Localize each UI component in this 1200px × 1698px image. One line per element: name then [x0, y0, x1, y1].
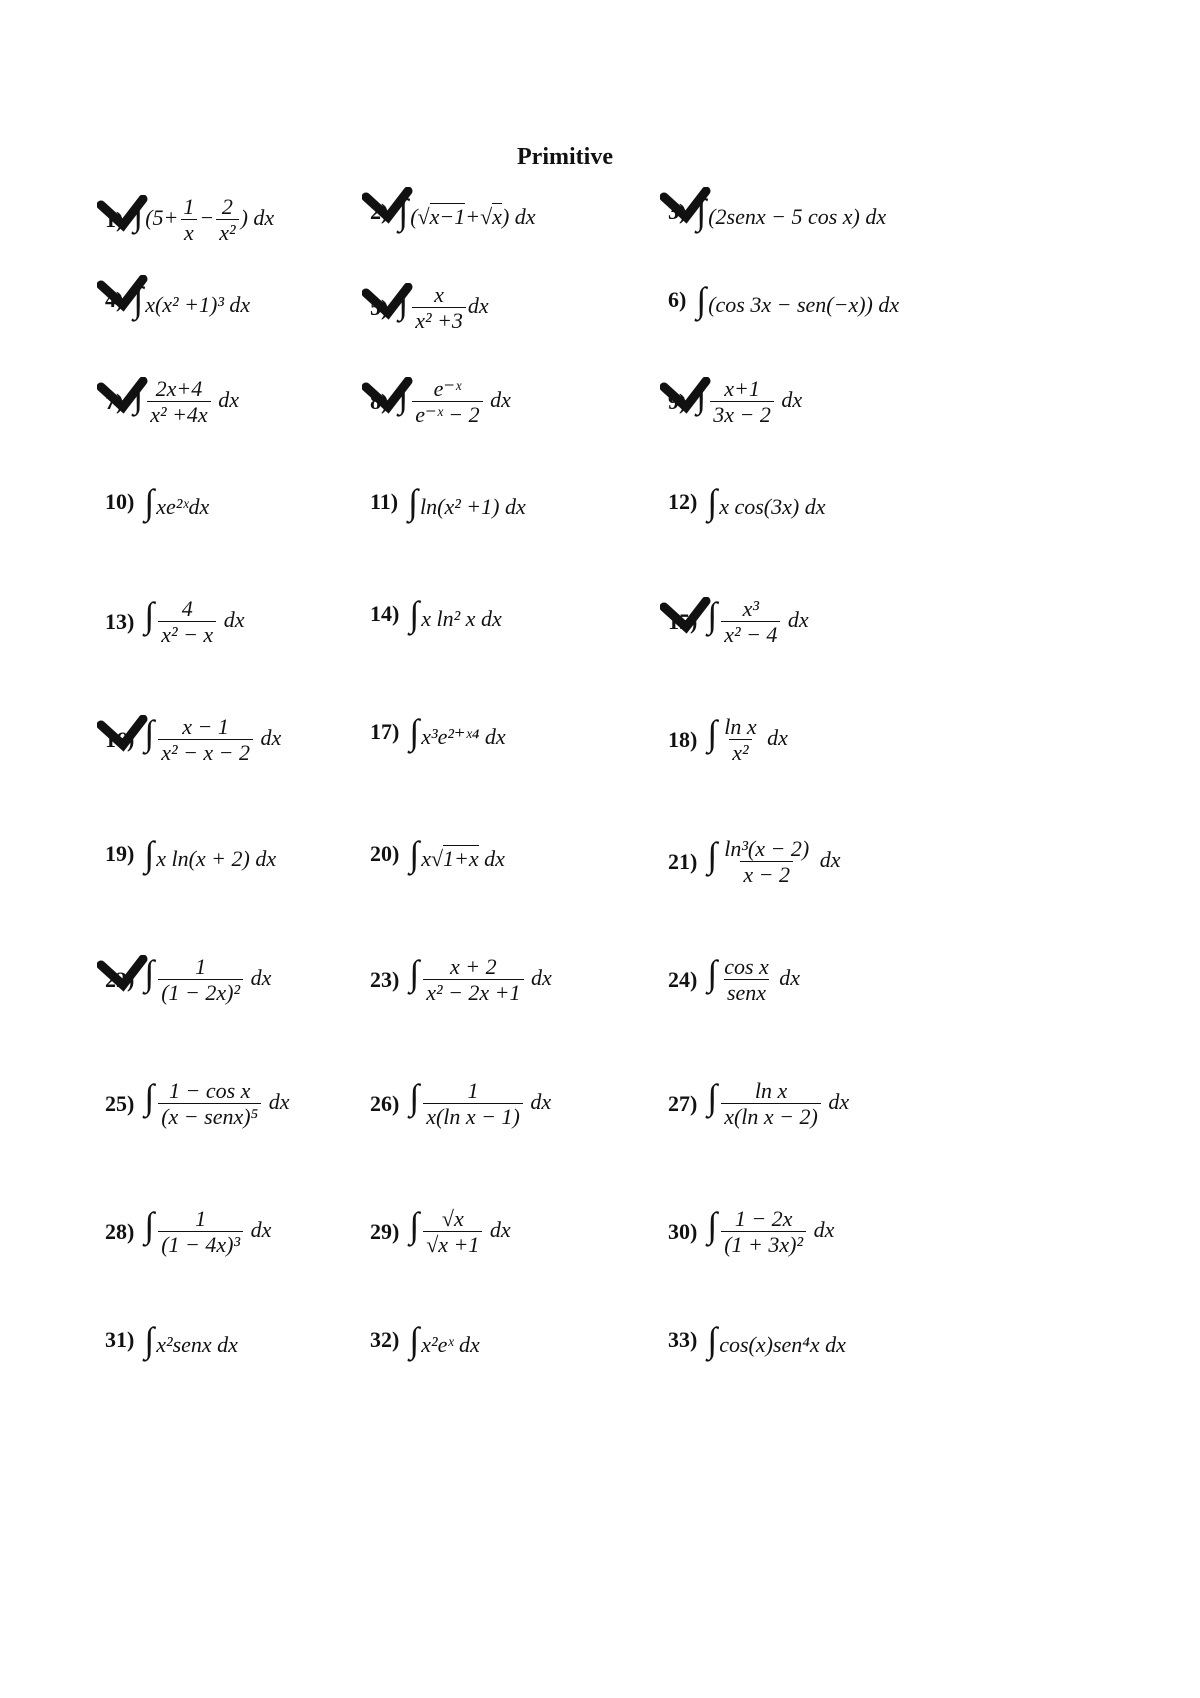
expression-text: [144, 712, 156, 753]
integral-sign-icon: ∫: [398, 280, 409, 321]
fraction: [158, 1078, 261, 1130]
numerator: cos x: [724, 954, 769, 979]
numerator: x+1: [724, 376, 760, 401]
exercise-1: [105, 194, 274, 246]
exercise-number: 23): [370, 966, 400, 992]
expression-text: dx: [212, 386, 239, 412]
numerator: 2x+4: [155, 376, 203, 401]
exercise-2: [370, 194, 536, 230]
exercise-number: 26): [370, 1090, 400, 1116]
integral-sign-icon: ∫: [707, 594, 718, 635]
exercise-number: 22): [105, 967, 134, 993]
expression-text: ∫(: [398, 192, 418, 232]
fraction: [158, 954, 243, 1006]
integral-sign-icon: ∫: [144, 834, 155, 874]
expression-text: ) dx: [240, 204, 275, 230]
denominator: senx: [724, 979, 769, 1005]
integral-expression: [409, 1078, 551, 1130]
denominator: (1 + 3x)²: [721, 1231, 806, 1257]
expression-text: [398, 374, 410, 415]
integral-sign-icon: ∫: [707, 1076, 718, 1117]
expression-text: [707, 834, 719, 875]
integral-expression: [409, 596, 501, 632]
exercise-5: [370, 282, 489, 334]
exercise-number: 29): [370, 1218, 400, 1244]
exercise-number: 1): [105, 207, 123, 233]
integral-expression: [144, 596, 244, 648]
exercise-29: [370, 1206, 511, 1258]
fraction: [216, 194, 238, 246]
integral-sign-icon: ∫: [707, 482, 718, 522]
expression-text: [398, 280, 410, 321]
integral-sign-icon: ∫: [409, 834, 420, 874]
fraction: [158, 714, 253, 766]
fraction: [721, 1078, 821, 1130]
expression-text: ∫(5+: [133, 192, 179, 233]
expression-text: [707, 712, 719, 753]
integral-expression: [409, 1206, 510, 1258]
numerator: x + 2: [450, 954, 497, 979]
exercise-19: [105, 836, 276, 872]
exercise-number: 15): [668, 609, 697, 635]
integral-expression: [409, 1322, 479, 1358]
integral-expression: [144, 836, 276, 872]
exercise-11: [370, 484, 526, 520]
exercise-number: 9): [668, 389, 686, 415]
expression-text: ∫x ln² x dx: [409, 594, 502, 634]
exercise-number: 14): [370, 601, 400, 626]
expression-text: [409, 952, 421, 993]
fraction: [147, 376, 210, 428]
integral-sign-icon: ∫: [133, 374, 144, 415]
fraction: [423, 1206, 482, 1258]
expression-text: dx: [524, 1088, 552, 1114]
exercise-16: [105, 714, 281, 766]
fraction: [158, 1206, 243, 1258]
exercise-number: 30): [668, 1218, 698, 1244]
exercise-30: [668, 1206, 834, 1258]
denominator: x² +4x: [147, 401, 210, 427]
expression-text: [409, 1204, 421, 1245]
exercise-6: [668, 282, 899, 318]
integral-expression: [696, 194, 886, 230]
exercise-number: 25): [105, 1090, 135, 1116]
integral-sign-icon: ∫: [409, 952, 420, 993]
numerator: 4: [181, 596, 193, 621]
integral-sign-icon: ∫: [398, 192, 409, 232]
denominator: x²: [729, 739, 751, 765]
expression-text: dx: [775, 386, 803, 412]
exercise-number: 6): [668, 287, 687, 312]
expression-text: dx: [761, 724, 788, 750]
fraction: [710, 376, 774, 428]
denominator: x − 2: [740, 861, 793, 887]
integral-expression: [144, 1206, 271, 1258]
exercise-21: [668, 836, 840, 888]
exercise-number: 8): [370, 389, 388, 415]
expression-text: dx: [808, 1216, 835, 1242]
numerator: 1 − cos x: [168, 1078, 251, 1103]
expression-text: dx: [822, 1088, 850, 1114]
denominator: x² − x: [158, 621, 216, 647]
numerator: x: [434, 282, 444, 307]
denominator: (1 − 4x)³: [158, 1231, 243, 1257]
integral-expression: [707, 484, 825, 520]
expression-text: dx: [814, 846, 841, 872]
fraction: [721, 714, 759, 766]
expression-text: [696, 374, 708, 415]
denominator: 3x − 2: [710, 401, 774, 427]
exercise-18: [668, 714, 788, 766]
expression-text: dx: [245, 1216, 272, 1242]
integral-expression: [398, 194, 535, 230]
square-root: √x−1: [417, 204, 466, 229]
integral-sign-icon: ∫: [409, 594, 420, 634]
integral-sign-icon: ∫: [409, 712, 420, 752]
integral-expression: [409, 836, 505, 872]
integral-expression: [408, 484, 526, 520]
integral-sign-icon: ∫: [133, 192, 144, 233]
exercise-12: [668, 484, 825, 520]
denominator: x² − 2x +1: [423, 979, 523, 1005]
exercise-10: [105, 484, 209, 520]
exercise-26: [370, 1078, 551, 1130]
numerator: e⁻ˣ: [433, 376, 462, 401]
exercise-25: [105, 1078, 289, 1130]
exercise-33: [668, 1322, 846, 1358]
integral-sign-icon: ∫: [408, 482, 418, 522]
integral-sign-icon: ∫: [696, 280, 707, 320]
exercise-number: 31): [105, 1327, 135, 1352]
expression-text: ∫(cos 3x − sen(−x)) dx: [696, 280, 900, 320]
expression-text: [409, 1076, 421, 1117]
exercise-number: 27): [668, 1090, 698, 1116]
exercise-number: 19): [105, 841, 135, 866]
numerator: x − 1: [182, 714, 229, 739]
expression-text: ) dx: [501, 204, 536, 229]
crossed-out-mark: [97, 955, 149, 1003]
expression-text: dx: [484, 1216, 511, 1242]
expression-text: [144, 594, 156, 635]
exercise-number: 7): [105, 389, 123, 415]
numerator: 1: [195, 954, 207, 979]
exercise-number: 24): [668, 966, 698, 992]
numerator: ln x: [754, 1078, 788, 1103]
fraction: [412, 282, 466, 334]
exercise-number: 13): [105, 608, 135, 634]
exercise-28: [105, 1206, 271, 1258]
denominator: e⁻ˣ − 2: [412, 401, 482, 427]
expression-text: +: [465, 204, 481, 229]
expression-text: dx: [218, 606, 245, 632]
integral-sign-icon: ∫: [409, 1320, 420, 1360]
integral-expression: [144, 714, 281, 766]
exercise-15: [668, 596, 809, 648]
fraction: [423, 954, 523, 1006]
exercise-9: [668, 376, 802, 428]
fraction: [412, 376, 482, 428]
fraction: [180, 194, 197, 246]
expression-text: ∫x(x² +1)³ dx: [133, 280, 251, 320]
square-root: √1+x: [430, 846, 479, 871]
denominator: x²: [216, 219, 238, 245]
fraction: [423, 1078, 523, 1130]
denominator: x(ln x − 1): [423, 1103, 523, 1129]
integral-sign-icon: ∫: [707, 834, 718, 875]
expression-text: −: [199, 204, 215, 230]
expression-text: [707, 1076, 719, 1117]
expression-text: dx: [255, 724, 282, 750]
fraction: [158, 596, 216, 648]
numerator: 1: [195, 1206, 207, 1231]
integral-sign-icon: ∫: [144, 594, 155, 635]
exercise-14: [370, 596, 502, 632]
expression-text: [144, 1204, 156, 1245]
expression-text: dx: [467, 292, 489, 318]
integral-expression: [133, 282, 250, 318]
integral-sign-icon: ∫: [696, 374, 707, 415]
expression-text: ∫cos(x)sen⁴x dx: [707, 1320, 846, 1360]
denominator: x² − x − 2: [158, 739, 253, 765]
expression-text: dx: [478, 846, 505, 871]
integral-expression: [707, 1206, 834, 1258]
integral-sign-icon: ∫: [144, 1204, 155, 1245]
expression-text: ∫ln(x² +1) dx: [408, 482, 526, 522]
integral-sign-icon: ∫: [144, 482, 155, 522]
crossed-out-mark: [660, 597, 712, 645]
integral-expression: [696, 376, 802, 428]
integral-expression: [707, 596, 808, 648]
exercise-number: 17): [370, 719, 400, 744]
exercise-number: 16): [105, 727, 134, 753]
expression-text: ∫x: [409, 834, 431, 874]
integral-expression: [707, 836, 840, 888]
integral-expression: [144, 1322, 238, 1358]
fraction: [721, 1206, 806, 1258]
numerator: 1: [183, 194, 195, 219]
fraction: [721, 836, 812, 888]
expression-text: [707, 594, 719, 635]
exercise-17: [370, 714, 506, 750]
exercise-8: [370, 376, 511, 428]
integral-expression: [696, 282, 899, 318]
expression-text: ∫x³e²⁺ˣ⁴ dx: [409, 712, 506, 752]
expression-text: [133, 374, 145, 415]
exercise-13: [105, 596, 244, 648]
expression-text: [144, 952, 156, 993]
expression-text: [707, 1204, 719, 1245]
exercise-number: 33): [668, 1327, 698, 1352]
denominator: x² +3: [412, 307, 466, 333]
expression-text: dx: [245, 964, 272, 990]
expression-text: dx: [773, 964, 801, 990]
expression-text: ∫(2senx − 5 cos x) dx: [696, 192, 887, 232]
integral-sign-icon: ∫: [144, 1320, 155, 1360]
exercise-24: [668, 954, 800, 1006]
numerator: ln x: [724, 714, 757, 739]
square-root: √x: [480, 204, 502, 229]
fraction: [721, 954, 772, 1006]
numerator: x³: [742, 596, 759, 621]
exercise-22: [105, 954, 271, 1006]
integral-expression: [144, 484, 209, 520]
numerator: 1: [467, 1078, 479, 1103]
exercise-number: 5): [370, 295, 388, 321]
expression-text: ∫x²senx dx: [144, 1320, 238, 1360]
crossed-out-mark: [97, 715, 149, 763]
denominator: (1 − 2x)²: [158, 979, 243, 1005]
integral-sign-icon: ∫: [409, 1204, 420, 1245]
exercise-27: [668, 1078, 849, 1130]
numerator: 1 − 2x: [734, 1206, 793, 1231]
page-title: Primitive: [517, 144, 613, 170]
integral-expression: [707, 954, 800, 1006]
exercise-7: [105, 376, 239, 428]
exercise-number: 32): [370, 1327, 400, 1352]
exercise-number: 3): [668, 199, 686, 225]
exercise-number: 21): [668, 848, 698, 874]
integral-expression: [409, 954, 551, 1006]
exercise-4: [105, 282, 250, 318]
exercise-3: [668, 194, 886, 230]
exercise-number: 11): [370, 489, 399, 514]
denominator: (x − senx)⁵: [158, 1103, 261, 1129]
expression-text: dx: [525, 964, 552, 990]
expression-text: ∫x ln(x + 2) dx: [144, 834, 277, 874]
exercise-31: [105, 1322, 238, 1358]
numerator: √x: [441, 1206, 464, 1231]
exercise-number: 12): [668, 489, 698, 514]
expression-text: [144, 1076, 156, 1117]
integral-expression: [707, 1078, 849, 1130]
denominator: x² − 4: [721, 621, 780, 647]
denominator: x(ln x − 2): [721, 1103, 821, 1129]
exercise-number: 28): [105, 1218, 135, 1244]
exercise-23: [370, 954, 552, 1006]
numerator: 2: [221, 194, 233, 219]
fraction: [721, 596, 780, 648]
exercise-20: [370, 836, 505, 872]
integral-expression: [133, 194, 274, 246]
integral-sign-icon: ∫: [707, 1320, 718, 1360]
integral-expression: [707, 1322, 846, 1358]
expression-text: [707, 952, 719, 993]
integral-sign-icon: ∫: [144, 712, 155, 753]
integral-expression: [144, 954, 271, 1006]
integral-expression: [144, 1078, 289, 1130]
denominator: √x +1: [423, 1231, 482, 1257]
integral-sign-icon: ∫: [133, 280, 144, 320]
denominator: x: [181, 219, 197, 245]
expression-text: dx: [484, 386, 511, 412]
integral-sign-icon: ∫: [707, 1204, 718, 1245]
integral-sign-icon: ∫: [398, 374, 409, 415]
integral-expression: [133, 376, 239, 428]
integral-sign-icon: ∫: [707, 712, 718, 753]
exercise-number: 4): [105, 287, 123, 313]
integral-sign-icon: ∫: [144, 1076, 155, 1117]
exercise-number: 18): [668, 726, 698, 752]
integral-expression: [398, 282, 488, 334]
expression-text: dx: [782, 606, 809, 632]
expression-text: ∫xe²ˣdx: [144, 482, 210, 522]
numerator: ln³(x − 2): [724, 836, 810, 861]
exercise-number: 20): [370, 841, 400, 866]
integral-expression: [409, 714, 505, 750]
integral-sign-icon: ∫: [707, 952, 718, 993]
integral-sign-icon: ∫: [696, 192, 707, 232]
exercise-32: [370, 1322, 480, 1358]
exercise-number: 2): [370, 199, 388, 225]
exercise-number: 10): [105, 489, 135, 514]
expression-text: ∫x²eˣ dx: [409, 1320, 480, 1360]
integral-sign-icon: ∫: [409, 1076, 420, 1117]
integral-expression: [707, 714, 788, 766]
integral-sign-icon: ∫: [144, 952, 155, 993]
expression-text: ∫x cos(3x) dx: [707, 482, 826, 522]
expression-text: dx: [263, 1088, 290, 1114]
integral-expression: [398, 376, 511, 428]
